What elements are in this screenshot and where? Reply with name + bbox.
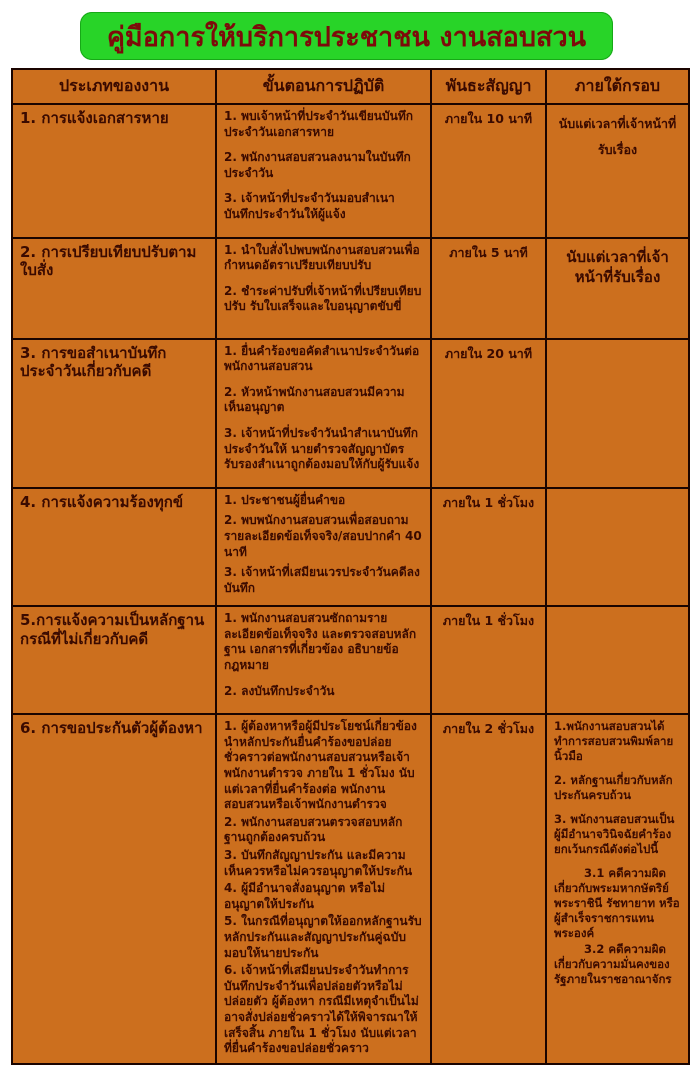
procedure-steps xyxy=(216,606,431,714)
step: 1. ประชาชนผู้ยื่นคำขอ xyxy=(224,492,346,507)
title-banner xyxy=(80,12,613,60)
table-row-5 xyxy=(12,606,689,714)
service-table xyxy=(11,68,690,1065)
col-header-work-type: ประเภทของงาน xyxy=(12,69,216,104)
commitment: ภายใน 5 นาที xyxy=(431,238,546,339)
procedure-steps xyxy=(216,104,431,238)
page-title: คู่มือการให้บริการประชาชน งานสอบสวน xyxy=(106,21,587,53)
step: 1. พบเจ้าหน้าที่ประจำวันเขียนบันทึกประจำวันเอกสารหาย xyxy=(224,109,413,139)
framework xyxy=(546,714,689,1063)
procedure-steps xyxy=(216,714,431,1063)
commitment: ภายใน 20 นาที xyxy=(431,339,546,488)
step: 2. หัวหน้าพนักงานสอบสวนมีความเห็นอนุญาต xyxy=(224,384,405,415)
commitment: ภายใน 1 ชั่วโมง xyxy=(431,488,546,607)
work-type: 2. การเปรียบเทียบปรับตามใบสั่ง xyxy=(12,238,216,339)
step: 1. นำใบสั่งไปพบพนักงานสอบสวนเพื่อกำหนดอัตราเปรียบเทียบปรับ xyxy=(224,242,420,273)
framework xyxy=(546,339,689,488)
col-header-framework: ภายใต้กรอบ xyxy=(546,69,689,104)
work-type: 6. การขอประกันตัวผู้ต้องหา xyxy=(12,714,216,1063)
step: 1. พนักงานสอบสวนซักถามรายละเอียดข้อเท็จจริง และตรวจสอบหลักฐาน เอกสารที่เกี่ยวข้อง อธิบายข้อกฎหมาย xyxy=(224,611,417,673)
table-row-2 xyxy=(12,238,689,339)
step: 3. เจ้าหน้าที่ประจำวันมอบสำเนาบันทึกประจำวันให้ผู้แจ้ง xyxy=(224,191,395,221)
framework: นับแต่เวลาที่เจ้าหน้าที่รับเรื่อง xyxy=(546,238,689,339)
table-row-6 xyxy=(12,714,689,1063)
framework-item: 3. พนักงานสอบสวนเป็นผู้มีอำนาจวินิจฉัยคำร้องยกเว้นกรณีดังต่อไปนี้ xyxy=(554,811,675,856)
procedure-steps xyxy=(216,238,431,339)
commitment: ภายใน 10 นาที xyxy=(431,104,546,238)
step: 2. ชำระค่าปรับที่เจ้าหน้าที่เปรียบเทียบปรับ รับใบเสร็จและใบอนุญาตขับขี่ xyxy=(224,283,422,314)
table-row-1 xyxy=(12,104,689,238)
step: 3. เจ้าหน้าที่ประจำวันนำสำเนาบันทึกประจำวันให้ นายตำรวจสัญญาบัตรรับรองสำเนาถูกต้องมอบให้กับผู้รับแจ้ง xyxy=(224,425,420,472)
col-header-procedure: ขั้นตอนการปฏิบัติ xyxy=(216,69,431,104)
procedure-steps xyxy=(216,488,431,607)
step: 1. ยื่นคำร้องขอคัดสำเนาประจำวันต่อพนักงานสอบสวน xyxy=(224,343,420,374)
framework-item: 3.2 คดีความผิดเกี่ยวกับความมั่นคงของรัฐภายในราชอาณาจักร xyxy=(554,942,672,987)
table-row-4 xyxy=(12,488,689,607)
framework-item: 3.1 คดีความผิดเกี่ยวกับพระมหากษัตริย์ พระราชินี รัชทายาท หรือผู้สำเร็จราชการแทนพระองค์ xyxy=(554,865,680,940)
work-type: 1. การแจ้งเอกสารหาย xyxy=(12,104,216,238)
step: 2. พนักงานสอบสวนลงนามในบันทึกประจำวัน xyxy=(224,150,411,180)
step: 3. เจ้าหน้าที่เสมียนเวรประจำวันคดีลงบันทึก xyxy=(224,565,420,595)
framework xyxy=(546,488,689,607)
step: 4. ผู้มีอำนาจสั่งอนุญาต หรือไม่อนุญาตให้ประกัน xyxy=(224,881,385,911)
framework xyxy=(546,606,689,714)
work-type: 4. การแจ้งความร้องทุกข์ xyxy=(12,488,216,607)
framework: นับแต่เวลาที่เจ้าหน้าที่รับเรื่อง xyxy=(546,104,689,238)
work-type: 3. การขอสำเนาบันทึกประจำวันเกี่ยวกับคดี xyxy=(12,339,216,488)
commitment: ภายใน 2 ชั่วโมง xyxy=(431,714,546,1063)
step: 2. พนักงานสอบสวนตรวจสอบหลักฐานถูกต้องครบถ้วน xyxy=(224,814,403,845)
col-header-commitment: พันธะสัญญา xyxy=(431,69,546,104)
step: 5. ในกรณีที่อนุญาตให้ออกหลักฐานรับหลักประกันและสัญญาประกันคู่ฉบับมอบให้นายประกัน xyxy=(224,914,422,960)
work-type: 5.การแจ้งความเป็นหลักฐาน กรณีที่ไม่เกี่ยวกับคดี xyxy=(12,606,216,714)
framework-item: 2. หลักฐานเกี่ยวกับหลักประกันครบถ้วน xyxy=(554,773,673,802)
procedure-steps xyxy=(216,339,431,488)
commitment: ภายใน 1 ชั่วโมง xyxy=(431,606,546,714)
step: 2. ลงบันทึกประจำวัน xyxy=(224,683,335,698)
header-row xyxy=(12,69,689,104)
table-row-3 xyxy=(12,339,689,488)
step: 2. พบพนักงานสอบสวนเพื่อสอบถามรายละเอียดข้อเท็จจริง/สอบปากคำ 40 นาที xyxy=(224,513,422,559)
step: 6. เจ้าหน้าที่เสมียนประจำวันทำการบันทึกประจำวันเพื่อปล่อยตัวหรือไม่ปล่อยตัว ผู้ต้องหา กรณีมีเหตุจำเป็นไม่อาจสั่งปล่อยชั่วคราวได้ให้พิจารณาให้เสร็จสิ้น ภายใน 1 ชั่วโมง นับแต่เวลาที่ยื่นคำร้องขอปล่อยชั่วคราว xyxy=(224,963,419,1056)
step: 3. บันทึกสัญญาประกัน และมีความเห็นควรหรือไม่ควรอนุญาตให้ประกัน xyxy=(224,848,413,878)
framework-item: 1.พนักงานสอบสวนได้ทำการสอบสวนพิมพ์ลายนิ้วมือ xyxy=(554,719,674,764)
step: 1. ผู้ต้องหาหรือผู้มีประโยชน์เกี่ยวข้องนำหลักประกันยื่นคำร้องขอปล่อยชั่วคราวต่อพนักงานสอบสวนหรือเจ้าพนักงานตำรวจ ภายใน 1 ชั่วโมง นับแต่เวลาที่ยื่นคำร้องต่อ พนักงานสอบสวนหรือเจ้าพนักงานตำรวจ xyxy=(224,719,417,812)
